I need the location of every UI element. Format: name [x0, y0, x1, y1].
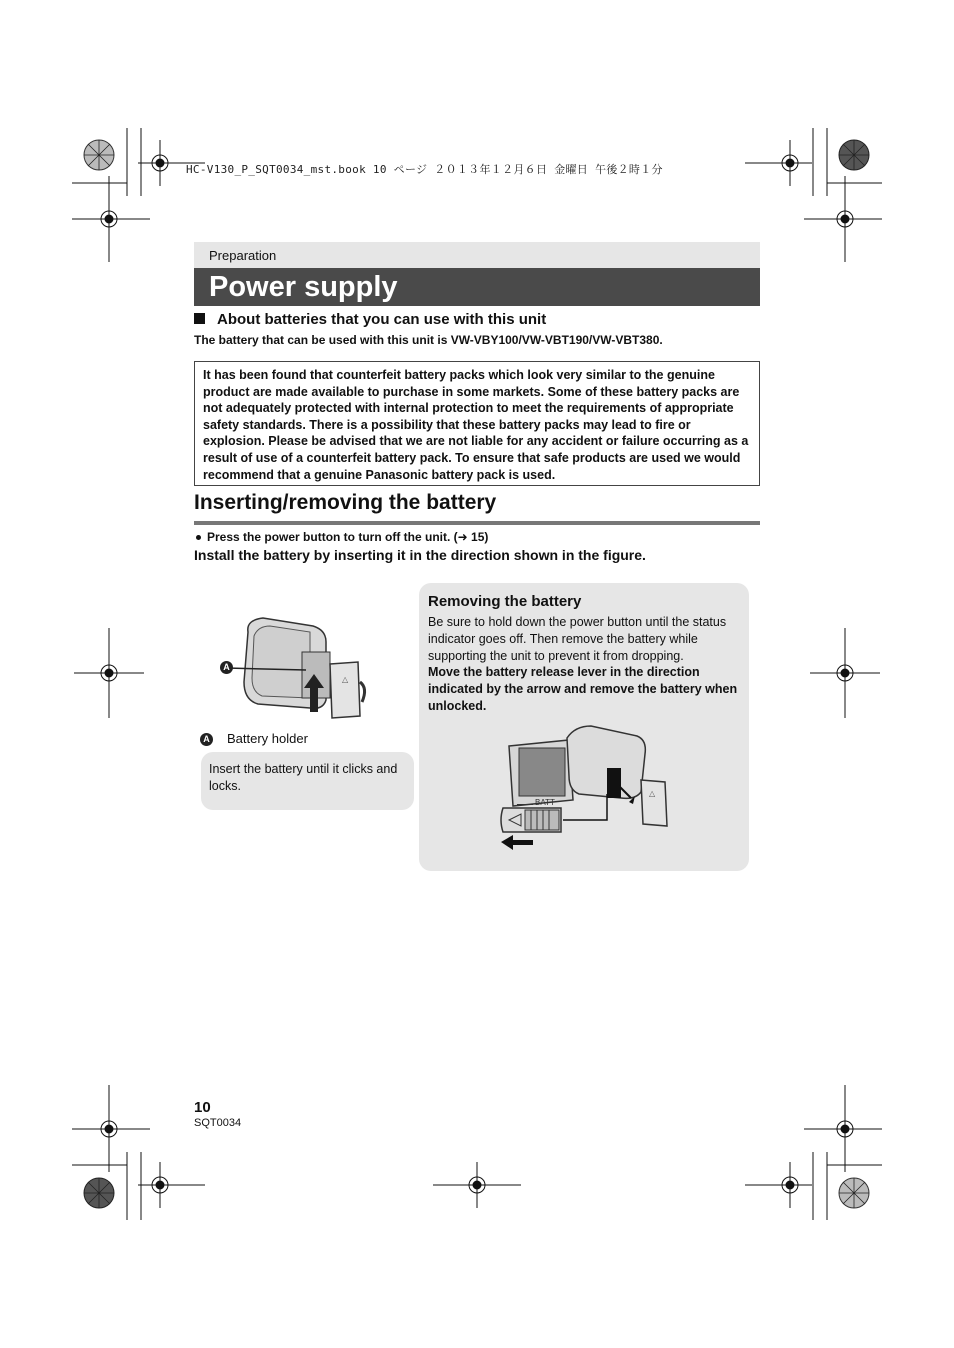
- svg-text:△: △: [649, 789, 656, 798]
- camcorder-remove-illustration: [495, 722, 685, 852]
- print-header: HC-V130_P_SQT0034_mst.book 10 ページ ２０１３年１２月６日 金曜日 午後２時１分: [186, 163, 663, 176]
- removing-title: Removing the battery: [428, 593, 582, 610]
- heading-rule: [194, 521, 760, 525]
- legend-a-badge: A: [200, 733, 213, 746]
- install-instruction: Install the battery by inserting it in the direction shown in the figure.: [194, 547, 646, 563]
- battery-holder-label: Battery holder: [227, 731, 308, 746]
- section-label: Preparation: [209, 248, 277, 263]
- document-code: SQT0034: [194, 1117, 242, 1129]
- removing-instructions: [428, 614, 744, 715]
- removing-bold-text: Move the battery release lever in the direction indicated by the arrow and remove the battery when unlocked.: [428, 665, 738, 713]
- page-title: Power supply: [209, 271, 398, 303]
- insert-tip-panel: Insert the battery until it clicks and locks.: [201, 752, 414, 810]
- power-off-bullet: Press the power button to turn off the unit. (➜ 15): [194, 530, 488, 544]
- batt-lever-label: BATT: [535, 798, 555, 807]
- insert-remove-heading: Inserting/removing the battery: [194, 491, 497, 514]
- removing-text: Be sure to hold down the power button until the status indicator goes off. Then remove the battery while supporting the unit to prevent it from dropping.: [428, 615, 727, 663]
- svg-text:△: △: [342, 675, 349, 684]
- compatible-battery-line: The battery that can be used with this unit is VW-VBY100/VW-VBT190/VW-VBT380.: [194, 333, 663, 347]
- batteries-heading: About batteries that you can use with this unit: [194, 311, 546, 328]
- page-number: 10: [194, 1099, 211, 1116]
- bullet-dot-icon: [196, 535, 201, 540]
- section-band: [194, 242, 760, 268]
- counterfeit-warning-box: It has been found that counterfeit battery packs which look very similar to the genuine product are made available to purchase in some markets. Some of these battery packs are not adequately protected with internal protection to meet the requirements of appropriate safety standards. There is a possibility that these battery packs may lead to fire or explosion. Please be advised that we are not liable for any accident or failure occurring as a result of use of a counterfeit battery pack. To ensure that safe products are used we would recommend that a genuine Panasonic battery pack is used.: [194, 361, 760, 486]
- camcorder-insert-illustration: [218, 612, 398, 722]
- callout-a-badge: A: [220, 661, 233, 674]
- square-bullet-icon: [194, 313, 205, 324]
